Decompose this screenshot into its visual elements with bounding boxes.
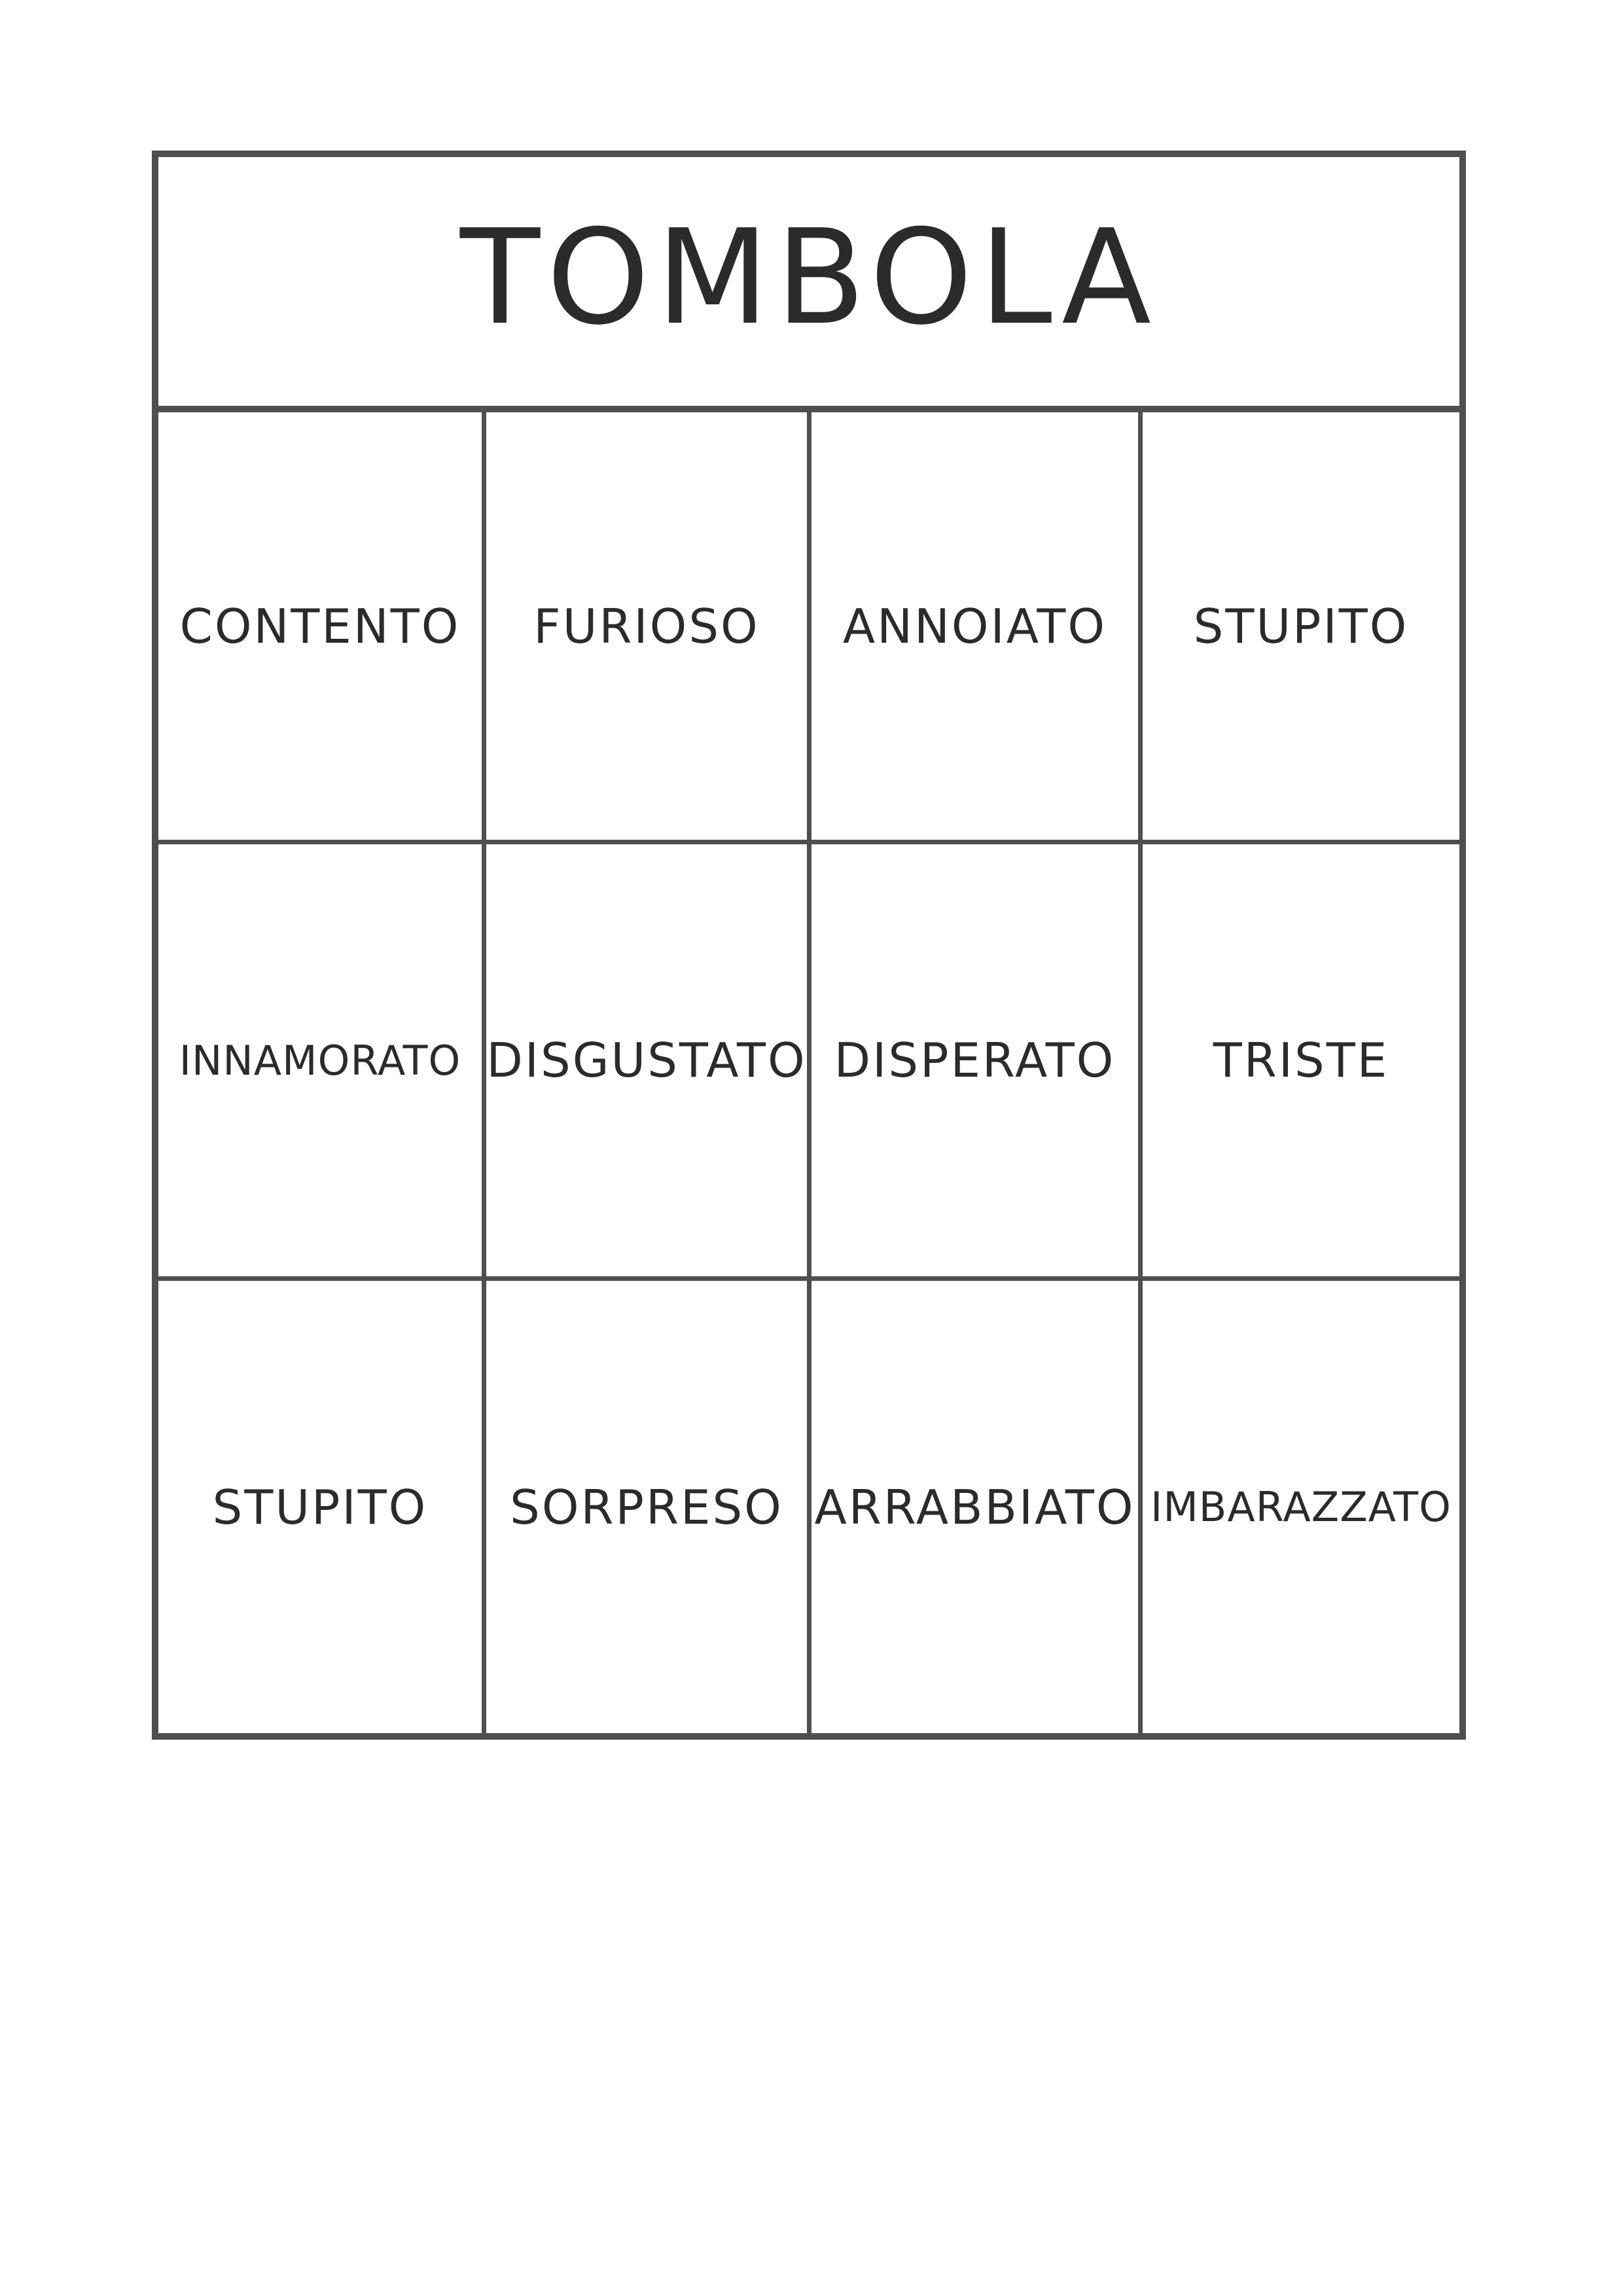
card-title: TOMBOLA [459,202,1158,354]
column-divider [1138,412,1143,1733]
tombola-card [152,151,1466,1740]
cell-r1-c2: FURIOSO [533,598,760,654]
cell-r1-c3: ANNOIATO [842,598,1107,654]
cell-r1-c1: CONTENTO [179,598,461,654]
cell-r2-c1: INNAMORATO [179,1036,461,1085]
cell-r3-c4: IMBARAZZATO [1150,1483,1452,1531]
cell-r2-c3: DISPERATO [834,1033,1116,1088]
cell-r3-c1: STUPITO [212,1479,428,1535]
cell-r2-c2: DISGUSTATO [486,1033,807,1088]
column-divider [807,412,812,1733]
column-divider [482,412,486,1733]
word-grid [158,412,1459,1733]
cell-r3-c3: ARRABBIATO [814,1479,1135,1535]
row-divider [158,840,1459,844]
cell-r1-c4: STUPITO [1193,598,1409,654]
row-divider [158,1276,1459,1281]
title-divider [158,406,1459,412]
cell-r3-c2: SORPRESO [510,1479,783,1535]
cell-r2-c4: TRISTE [1213,1033,1389,1088]
title-row [158,157,1459,406]
